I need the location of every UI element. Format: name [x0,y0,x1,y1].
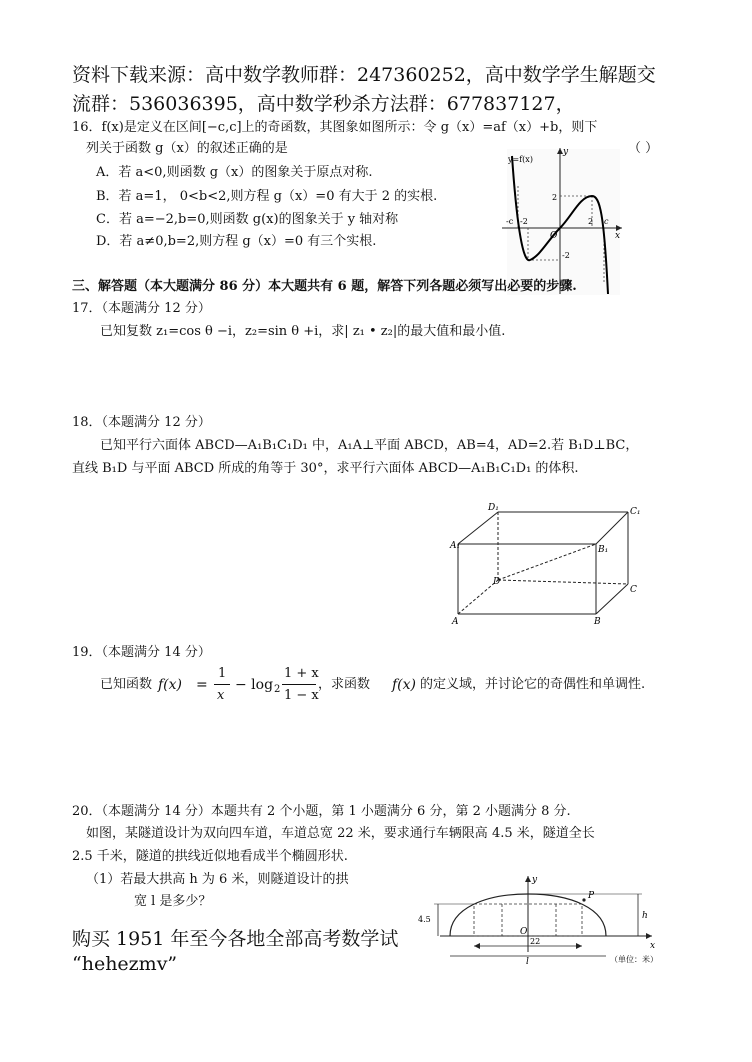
q19-minus-log: − log [235,677,274,693]
graph-neg-c-label: -c [506,217,514,226]
graph-y-label: y [563,147,569,157]
tunnel-unit-label: （单位：米） [610,955,658,964]
label-a1: A₁ [450,541,461,551]
graph-2-x-label: 2 [588,217,594,226]
q19-suffix-b: 的定义域，并讨论它的奇偶性和单调性. [420,677,646,692]
q18-heading: 18．（本题满分 12 分） [72,415,211,430]
graph-x-label: x [615,231,621,241]
q19-frac1-bar [214,684,230,685]
tunnel-p-label: P [588,891,595,901]
q19-log-base: 2 [274,684,281,695]
graph-2-y-label: 2 [552,193,558,202]
q16-stem-line-1: 16．f(x)是定义在区间[−c,c]上的奇函数，其图象如图所示：令 g（x）=af（x）+b，则下 [72,120,598,135]
q16-option-a: A．若 a<0,则函数 g（x）的图象关于原点对称. [96,165,373,180]
q17-heading: 17．（本题满分 12 分） [72,301,211,316]
buy-line-1: 购买 1951 年至今各地全部高考数学试 [72,928,399,950]
q19-frac2-num: 1 + x [284,666,319,681]
label-c1: C₁ [630,507,641,517]
q19-fx: f(x) [158,677,183,693]
q16-function-graph [500,144,625,299]
q19-frac1-den: x [217,688,225,703]
tunnel-origin-label: O [520,927,528,937]
q20-body-line-1: 如图，某隧道设计为双向四车道，车道总宽 22 米，要求通行车辆限高 4.5 米，隧道全长 [86,826,595,841]
q18-body-line-2: 直线 B₁D 与平面 ABCD 所成的角等于 30°，求平行六面体 ABCD—A₁B₁C₁D₁ 的体积. [72,461,579,476]
tunnel-l-label: l [526,957,529,964]
q17-body: 已知复数 z₁=cos θ −i，z₂=sin θ +i，求| z₁ • z₂|的最大值和最小值. [100,324,506,339]
q19-prefix: 已知函数 [100,677,153,692]
buy-line-2: “hehezmv” [72,953,178,975]
q20-sub1-line-2: 宽 l 是多少？ [134,894,212,909]
section-3-heading: 三、解答题（本大题满分 86 分）本大题共有 6 题，解答下列各题必须写出必要的步骤. [72,279,577,294]
q19-frac1-num: 1 [218,666,227,681]
tunnel-4-5-label: 4.5 [418,915,431,924]
q19-frac2-den: 1 − x [284,688,319,703]
q16-option-b: B．若 a=1， 0<b<2,则方程 g（x）=0 有大于 2 的实根. [96,189,438,204]
banner-line-2: 流群：536036395，高中数学秒杀方法群：677837127， [72,93,575,115]
tunnel-22-label: 22 [530,937,541,946]
q19-suffix-a: ，求函数 [318,677,371,692]
q16-option-d: D．若 a≠0,b=2,则方程 g（x）=0 有三个实根. [96,234,377,249]
q19-equals: = [196,677,208,693]
graph-neg2-y-label: -2 [562,251,570,260]
q19-frac2-bar [282,684,316,685]
tunnel-y-label: y [532,875,538,885]
q20-heading: 20．（本题满分 14 分）本题共有 2 个小题，第 1 小题满分 6 分，第 2 小题满分 8 分. [72,804,571,819]
graph-origin-label: O [550,231,558,241]
tunnel-x-label: x [650,941,656,951]
q20-body-line-2: 2.5 千米，隧道的拱线近似地看成半个椭圆形状. [72,849,348,864]
q20-tunnel-figure [416,872,676,964]
graph-c-label: c [604,217,609,226]
tunnel-h-label: h [642,911,648,921]
graph-neg2-x-label: -2 [520,217,528,226]
fx-label: y=f(x) [508,155,533,164]
label-c: C [630,585,637,595]
q16-stem-line-2: 列关于函数 g（x）的叙述正确的是 [86,141,288,156]
label-b1: B₁ [598,545,609,555]
q18-parallelepiped-figure [448,500,648,630]
label-d1: D₁ [488,503,499,513]
label-a: A [452,617,459,627]
q16-option-c: C．若 a=−2,b=0,则函数 g(x)的图象关于 y 轴对称 [96,212,399,227]
q19-fx2: f(x) [392,677,417,693]
q20-sub1-line-1: （1）若最大拱高 h 为 6 米，则隧道设计的拱 [86,872,349,887]
label-b: B [594,617,601,627]
banner-line-1: 资料下载来源：高中数学教师群：247360252，高中数学学生解题交 [72,64,656,86]
q16-answer-bracket: （ ） [628,141,659,156]
q18-body-line-1: 已知平行六面体 ABCD—A₁B₁C₁D₁ 中，A₁A⊥平面 ABCD，AB=4，AD=2.若 B₁D⊥BC， [100,438,639,453]
q19-heading: 19．（本题满分 14 分） [72,645,211,660]
label-d: D [493,577,501,587]
